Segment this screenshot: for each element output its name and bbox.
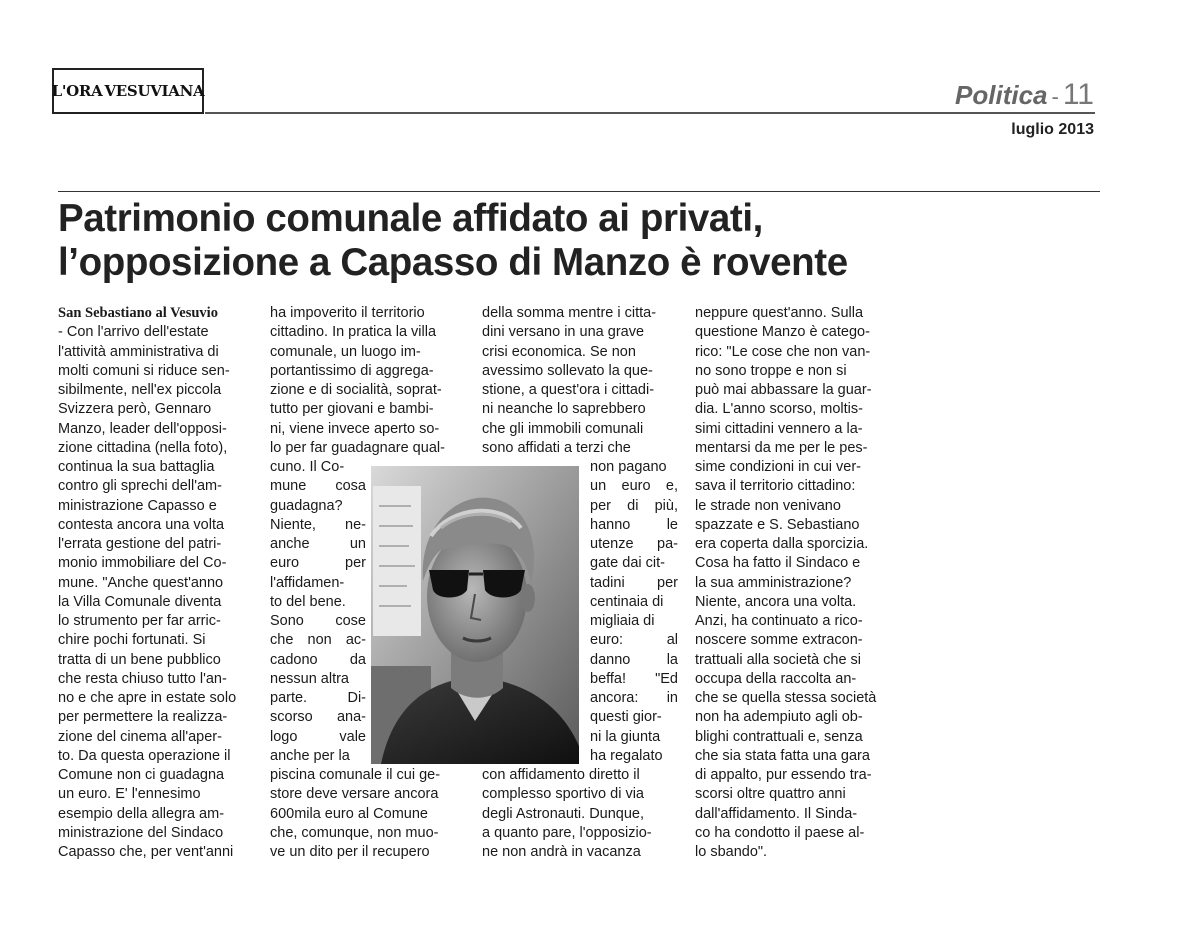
text-line: noscere somme extracon- xyxy=(695,632,863,649)
text-line: euro per xyxy=(270,555,366,572)
text-line: store deve versare ancora xyxy=(270,786,439,803)
text-line: ministrazione Capasso e xyxy=(58,497,217,514)
text-line: rico: "Le cose che non van- xyxy=(695,343,871,360)
text-line: ministrazione del Sindaco xyxy=(58,824,224,841)
text-line: la Villa Comunale diventa xyxy=(58,593,222,610)
text-line: Sono cose xyxy=(270,613,366,629)
text-line: migliaia di xyxy=(590,613,655,629)
text-line: era coperta dalla sporcizia. xyxy=(695,536,869,552)
text-line: monio immobiliare del Co- xyxy=(58,555,227,572)
section-separator: - xyxy=(1051,84,1059,109)
text-line: che resta chiuso tutto l'an- xyxy=(58,670,227,687)
header-rule xyxy=(205,112,1095,114)
text-line: logo vale xyxy=(270,728,366,745)
article-column-4 xyxy=(695,304,887,862)
text-line: la sua amministrazione? xyxy=(695,574,852,591)
section-heading xyxy=(955,78,1094,112)
text-line: ancora: in xyxy=(590,690,678,706)
text-line: contro gli sprechi dell'am- xyxy=(58,478,222,495)
headline xyxy=(58,197,1098,285)
text-line: Anzi, ha continuato a rico- xyxy=(695,613,863,629)
text-line: zione cittadina (nella foto), xyxy=(58,439,228,456)
text-line: continua la sua battaglia xyxy=(58,459,215,475)
text-line: esempio della allegra am- xyxy=(58,805,225,822)
text-line: scorsi oltre quattro anni xyxy=(695,786,846,803)
text-line: comunale, un luogo im- xyxy=(270,343,421,360)
text-line: le strade non venivano xyxy=(695,497,841,514)
text-line: tadini per xyxy=(590,574,678,591)
text-line: molti comuni si riduce sen- xyxy=(58,362,230,379)
text-line: questione Manzo è catego- xyxy=(695,324,870,341)
text-line: parte. Di- xyxy=(270,690,366,706)
text-line: nessun altra xyxy=(270,670,349,687)
text-line: no e che apre in estate solo xyxy=(58,690,237,706)
text-line: ve un dito per il recupero xyxy=(270,844,430,860)
text-line: zione del cinema all'aper- xyxy=(58,728,222,745)
portrait-photo xyxy=(371,466,579,764)
text-line: lo sbando". xyxy=(695,844,768,860)
text-line: Cosa ha fatto il Sindaco e xyxy=(695,555,861,572)
text-line: contesta ancora una volta xyxy=(58,516,225,533)
text-line: 600mila euro al Comune xyxy=(270,805,428,822)
text-line: questi gior- xyxy=(590,709,662,726)
page-number: 11 xyxy=(1062,78,1094,111)
text-line: a quanto pare, l'opposizio- xyxy=(482,824,652,841)
text-line: beffa! "Ed xyxy=(590,670,678,687)
text-line: zione e di socialità, soprat- xyxy=(270,382,442,398)
text-line: neppure quest'anno. Sulla xyxy=(695,305,864,321)
text-line: simi cittadini vennero a la- xyxy=(695,420,863,437)
text-line: to. Da questa operazione il xyxy=(58,747,231,764)
issue-date: luglio 2013 xyxy=(1011,121,1094,138)
text-line: portantissimo di aggrega- xyxy=(270,362,434,379)
text-line: mune cosa xyxy=(270,478,366,495)
text-line: non ha adempiuto agli ob- xyxy=(695,709,863,726)
text-line: che, comunque, non muo- xyxy=(270,824,439,841)
text-line: sime condizioni in cui ver- xyxy=(695,459,862,475)
text-line: euro: al xyxy=(590,632,678,649)
text-line: dia. L'anno scorso, moltis- xyxy=(695,401,863,418)
headline-line-1: Patrimonio comunale affidato ai privati, xyxy=(58,197,763,240)
text-line: che gli immobili comunali xyxy=(482,420,644,437)
text-line: ni neanche lo saprebbero xyxy=(482,401,646,418)
text-line: sibilmente, nell'ex piccola xyxy=(58,382,222,398)
text-line: può mai abbassare la guar- xyxy=(695,382,872,398)
text-line: gate dai cit- xyxy=(590,555,665,572)
text-line: complesso sportivo di via xyxy=(482,786,644,803)
text-line: ni, viene invece aperto so- xyxy=(270,420,440,437)
text-line: sono affidati a terzi che xyxy=(482,439,631,456)
article-column-1 xyxy=(58,304,251,862)
text-line: che se quella stessa società xyxy=(695,690,877,706)
text-line: cadono da xyxy=(270,651,366,668)
text-line: per di più, xyxy=(590,497,678,514)
headline-line-2: l’opposizione a Capasso di Manzo è rovente xyxy=(58,240,848,284)
text-line: stione, a quest'ora i cittadi- xyxy=(482,382,655,398)
text-line: lo strumento per far arric- xyxy=(58,613,221,629)
text-line: occupa della raccolta an- xyxy=(695,670,857,687)
text-line: dall'affidamento. Il Sinda- xyxy=(695,805,858,822)
text-line: guadagna? xyxy=(270,497,343,514)
text-line: chire pochi fortunati. Si xyxy=(58,632,206,649)
text-line: dini versano in una grave xyxy=(482,324,645,341)
newspaper-logo xyxy=(52,68,204,114)
text-line: della somma mentre i citta- xyxy=(482,305,657,321)
text-line: con affidamento diretto il xyxy=(482,767,640,783)
text-line: Niente, ne- xyxy=(270,516,366,533)
text-line: Niente, ancora una volta. xyxy=(695,593,857,610)
text-line: Capasso che, per vent'anni xyxy=(58,844,234,860)
text-line: blighi contrattuali e, senza xyxy=(695,728,863,745)
text-line: trattuali alla società che si xyxy=(695,651,862,668)
text-line: spazzate e S. Sebastiano xyxy=(695,516,860,533)
text-line: ha regalato xyxy=(590,747,663,764)
text-line: anche un xyxy=(270,536,366,552)
text-line: sava il territorio cittadino: xyxy=(695,478,856,495)
text-line: utenze pa- xyxy=(590,536,678,552)
text-line: di appalto, pur essendo tra- xyxy=(695,767,872,783)
text-line: scorso ana- xyxy=(270,709,366,726)
dateline: San Sebastiano al Vesuvio xyxy=(58,305,218,321)
text-line: ha impoverito il territorio xyxy=(270,305,425,321)
article-rule xyxy=(58,191,1100,192)
text-line: lo per far guadagnare qual- xyxy=(270,439,445,456)
text-line: cittadino. In pratica la villa xyxy=(270,324,437,341)
text-line: degli Astronauti. Dunque, xyxy=(482,805,645,822)
text-line: l'errata gestione del patri- xyxy=(58,536,222,552)
text-line: Svizzera però, Gennaro xyxy=(58,401,212,418)
logo-text-right: VESUVIANA xyxy=(104,82,205,100)
text-line: mune. "Anche quest'anno xyxy=(58,574,224,591)
logo-text-left: L'ORA xyxy=(51,82,103,100)
text-line: un euro. E' l'ennesimo xyxy=(58,786,201,803)
text-line: non pagano xyxy=(590,459,667,475)
text-line: ni la giunta xyxy=(590,728,661,745)
text-line: centinaia di xyxy=(590,593,664,610)
section-name: Politica xyxy=(955,80,1048,110)
text-line: cuno. Il Co- xyxy=(270,459,345,475)
text-line: co ha condotto il paese al- xyxy=(695,824,865,841)
text-line: l'affidamen- xyxy=(270,574,345,591)
text-line: to del bene. xyxy=(270,593,346,610)
text-line: mentarsi da me per le pes- xyxy=(695,439,868,456)
text-line: tutto per giovani e bambi- xyxy=(270,401,434,418)
text-line: avessimo sollevato la que- xyxy=(482,362,653,379)
text-line: Manzo, leader dell'opposi- xyxy=(58,420,227,437)
text-line: - Con l'arrivo dell'estate xyxy=(58,324,209,341)
text-line: no sono troppe e non si xyxy=(695,362,847,379)
text-line: anche per la xyxy=(270,747,350,764)
text-line: per permettere la realizza- xyxy=(58,709,228,726)
text-line: che sia stata fatta una gara xyxy=(695,747,870,764)
text-line: un euro e, xyxy=(590,478,678,495)
text-line: l'attività amministrativa di xyxy=(58,343,219,360)
text-line: tratta di un bene pubblico xyxy=(58,651,221,668)
text-line: hanno le xyxy=(590,516,678,533)
text-line: ne non andrà in vacanza xyxy=(482,844,641,860)
text-line: che non ac- xyxy=(270,632,366,649)
text-line: crisi economica. Se non xyxy=(482,343,636,360)
text-line: Comune non ci guadagna xyxy=(58,767,225,783)
text-line: danno la xyxy=(590,651,678,668)
text-line: piscina comunale il cui ge- xyxy=(270,767,441,783)
